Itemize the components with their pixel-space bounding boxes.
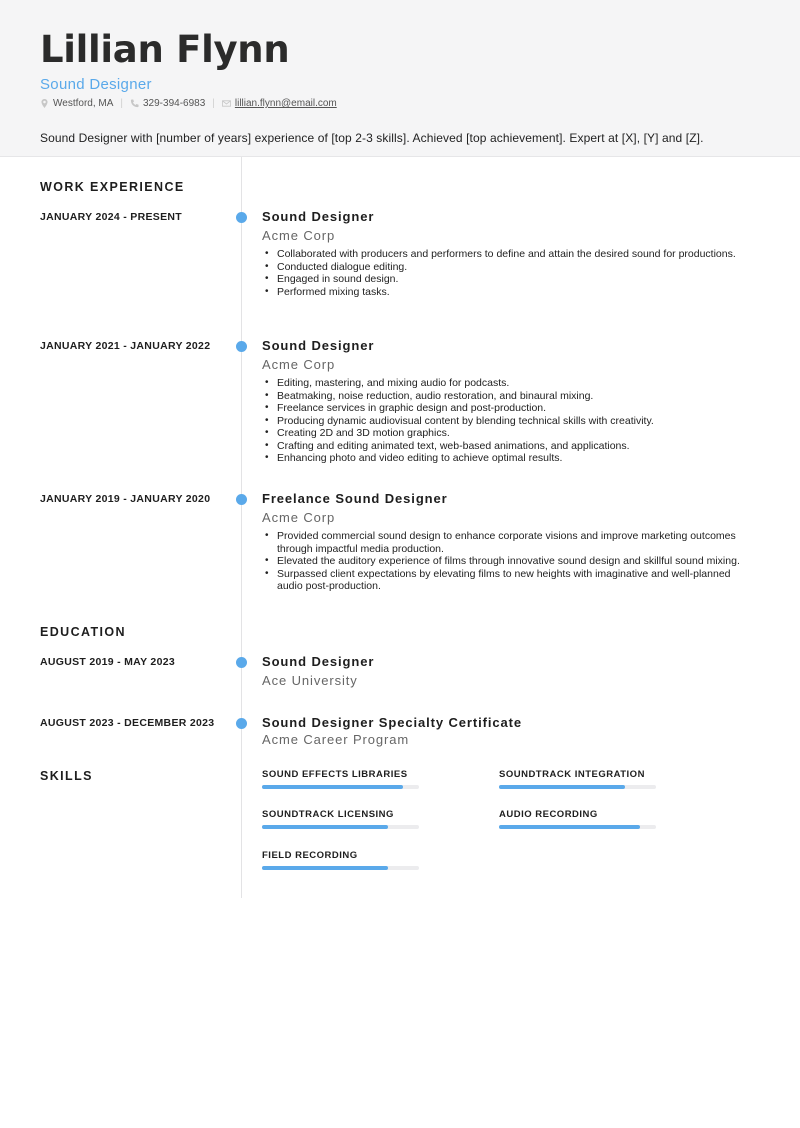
envelope-icon	[222, 99, 231, 108]
skill-name: SOUND EFFECTS LIBRARIES	[262, 769, 408, 780]
entry-content	[262, 209, 752, 298]
skill-name: FIELD RECORDING	[262, 850, 358, 861]
skill-bar	[262, 825, 419, 829]
entry-title: Sound Designer Specialty Certificate	[262, 715, 522, 730]
location-text: Westford, MA	[53, 98, 114, 109]
skill-bar	[262, 785, 419, 789]
skill-bar-fill	[499, 825, 640, 829]
timeline-dot	[236, 494, 247, 505]
entry-date: AUGUST 2019 - MAY 2023	[40, 656, 175, 668]
entry-organization: Ace University	[262, 673, 358, 688]
skill-bar-fill	[262, 825, 388, 829]
candidate-role: Sound Designer	[40, 76, 152, 93]
phone-item	[130, 98, 205, 109]
timeline-dot	[236, 341, 247, 352]
location-pin-icon	[40, 99, 49, 108]
contact-divider: |	[212, 98, 215, 109]
bullet-item: • Creating 2D and 3D motion graphics.	[262, 427, 752, 440]
skill-item	[499, 769, 659, 789]
skill-item	[262, 769, 422, 789]
skill-item	[499, 809, 659, 829]
bullet-item: • Beatmaking, noise reduction, audio restoration, and binaural mixing.	[262, 390, 752, 403]
skill-item	[262, 809, 422, 829]
candidate-name: Lillian Flynn	[40, 28, 290, 71]
entry-bullets	[262, 377, 752, 465]
bullet-item: • Freelance services in graphic design and post-production.	[262, 402, 752, 415]
timeline-dot	[236, 212, 247, 223]
entry-date: JANUARY 2021 - JANUARY 2022	[40, 340, 211, 352]
skill-bar-fill	[262, 785, 403, 789]
entry-title: Sound Designer	[262, 209, 375, 224]
skill-bar	[499, 785, 656, 789]
bullet-item: • Engaged in sound design.	[262, 273, 752, 286]
entry-date: JANUARY 2019 - JANUARY 2020	[40, 493, 211, 505]
entry-organization: Acme Corp	[262, 228, 336, 243]
entry-date: AUGUST 2023 - DECEMBER 2023	[40, 717, 215, 729]
skill-name: AUDIO RECORDING	[499, 809, 598, 820]
timeline-dot	[236, 718, 247, 729]
section-title-education: EDUCATION	[40, 625, 126, 639]
entry-content	[262, 715, 752, 747]
timeline-line	[241, 157, 242, 898]
location-item	[40, 98, 113, 109]
entry-content	[262, 491, 752, 593]
entry-organization: Acme Corp	[262, 510, 336, 525]
bullet-item: • Editing, mastering, and mixing audio for podcasts.	[262, 377, 752, 390]
entry-bullets	[262, 530, 752, 593]
email-item[interactable]	[222, 98, 337, 109]
phone-text: 329-394-6983	[143, 98, 206, 109]
entry-content	[262, 654, 752, 688]
skill-name: SOUNDTRACK LICENSING	[262, 809, 394, 820]
bullet-item: • Producing dynamic audiovisual content by blending technical skills with creativity.	[262, 415, 752, 428]
contact-divider: |	[120, 98, 123, 109]
bullet-item: • Elevated the auditory experience of films through innovative sound design and skillful sound mixing.	[262, 555, 752, 568]
contact-info	[40, 98, 760, 109]
bullet-item: • Enhancing photo and video editing to achieve optimal results.	[262, 452, 752, 465]
phone-icon	[130, 99, 139, 108]
skill-bar	[262, 866, 419, 870]
skill-bar-fill	[499, 785, 625, 789]
section-title-work: WORK EXPERIENCE	[40, 180, 185, 194]
summary-text: Sound Designer with [number of years] experience of [top 2-3 skills]. Achieved [top achievement]. Expert at [X], [Y] and [Z].	[40, 131, 704, 145]
section-title-skills: SKILLS	[40, 769, 93, 783]
bullet-item: • Collaborated with producers and performers to define and attain the desired sound for productions.	[262, 248, 752, 261]
bullet-item: • Conducted dialogue editing.	[262, 261, 752, 274]
timeline-dot	[236, 657, 247, 668]
entry-title: Freelance Sound Designer	[262, 491, 448, 506]
bullet-item: • Performed mixing tasks.	[262, 286, 752, 299]
resume-header	[0, 0, 800, 157]
skill-name: SOUNDTRACK INTEGRATION	[499, 769, 645, 780]
entry-bullets	[262, 248, 752, 298]
skill-item	[262, 850, 422, 870]
bullet-item: • Surpassed client expectations by elevating films to new heights with imaginative and well-planned audio post-production.	[262, 568, 752, 593]
bullet-item: • Provided commercial sound design to enhance corporate visions and improve marketing outcomes through impactful media production.	[262, 530, 752, 555]
entry-title: Sound Designer	[262, 338, 375, 353]
skill-bar-fill	[262, 866, 388, 870]
email-link[interactable]: lillian.flynn@email.com	[234, 98, 337, 109]
entry-organization: Acme Career Program	[262, 732, 410, 747]
skill-bar	[499, 825, 656, 829]
bullet-item: • Crafting and editing animated text, web-based animations, and applications.	[262, 440, 752, 453]
entry-organization: Acme Corp	[262, 357, 336, 372]
entry-date: JANUARY 2024 - PRESENT	[40, 211, 182, 223]
entry-title: Sound Designer	[262, 654, 375, 669]
entry-content	[262, 338, 752, 465]
